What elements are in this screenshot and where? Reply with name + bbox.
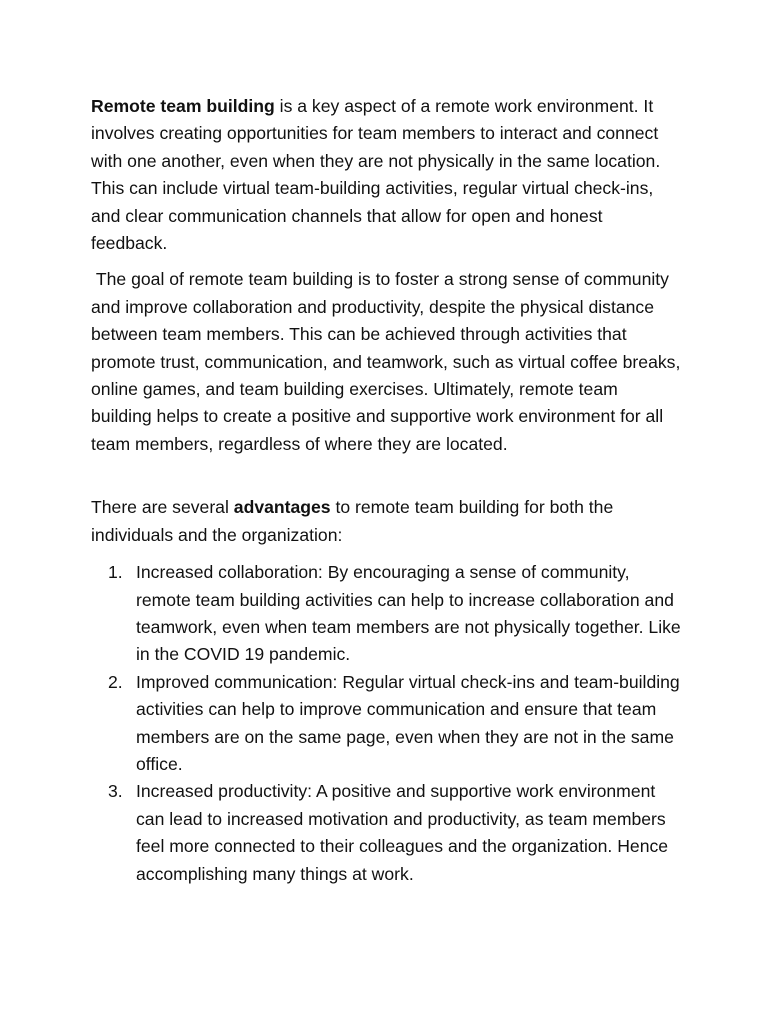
list-item-text: Improved communication: Regular virtual check-ins and team-building activities can help to improve communication and ensure that team members are on the same page, even when they are not in the same office. (136, 671, 680, 774)
document-body (91, 93, 686, 888)
list-item-number: 1. (108, 562, 123, 583)
list-item (91, 778, 681, 888)
list-item-number: 3. (108, 781, 123, 802)
list-item-text: Increased productivity: A positive and supportive work environment can lead to increased motivation and productivity, as team members feel more connected to their colleagues and the organization. Hence accomplishing many things at work. (136, 781, 669, 884)
paragraph-intro (91, 93, 681, 257)
list-item (91, 559, 681, 669)
intro-text: is a key aspect of a remote work environment. It involves creating opportunities for team members to interact and connect with one another, even when they are not physically in the same location. This can include virtual team-building activities, regular virtual check-ins, and clear communication channels that allow for open and honest feedback. (91, 96, 661, 254)
advantages-bold-term: advantages (233, 497, 331, 518)
advantages-intro-before: There are several (91, 497, 234, 518)
list-item-text: Increased collaboration: By encouraging a sense of community, remote team building activities can help to increase collaboration and teamwork, even when team members are not physically together. Like in the COVID 19 pandemic. (136, 562, 681, 665)
paragraph-advantages-intro (91, 494, 681, 549)
paragraph-goal: The goal of remote team building is to foster a strong sense of community and improve collaboration and productivity, despite the physical distance between team members. This can be achieved through activities that promote trust, communication, and teamwork, such as virtual coffee breaks, online games, and team building exercises. Ultimately, remote team building helps to create a positive and supportive work environment for all team members, regardless of where they are located. (91, 269, 686, 454)
list-item (91, 669, 681, 779)
intro-bold-term: Remote team building (91, 96, 275, 116)
advantages-intro-after: to remote team building for both the individuals and the organization: (91, 497, 619, 545)
list-item-number: 2. (108, 671, 123, 692)
advantages-list (91, 559, 681, 888)
